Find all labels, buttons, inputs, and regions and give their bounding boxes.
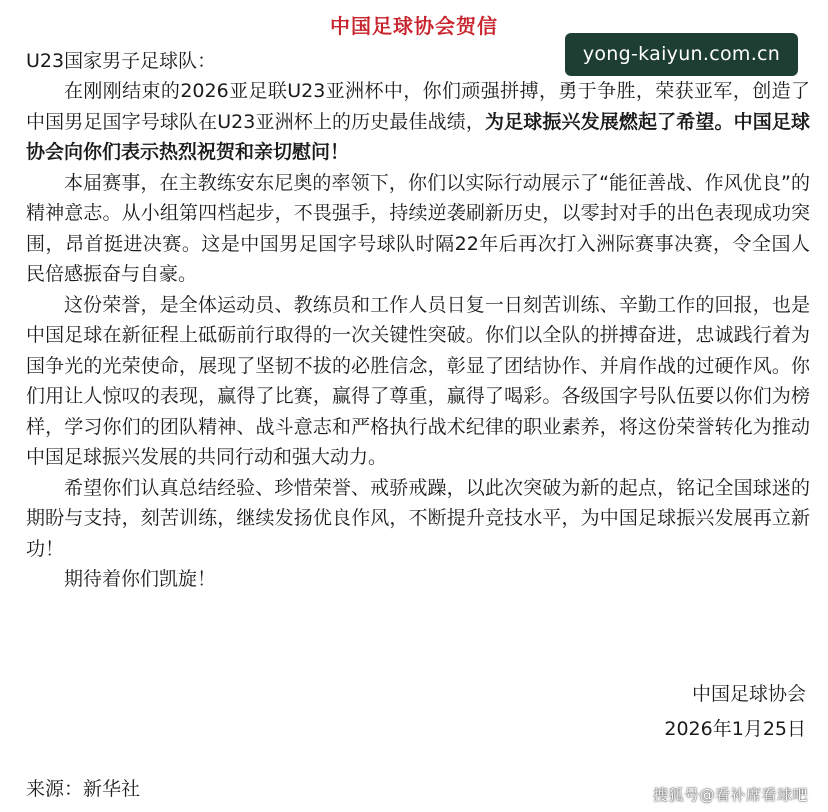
paragraph-3 xyxy=(26,290,810,473)
paragraph-1-text: 在刚刚结束的2026亚足联U23亚洲杯中，你们顽强拼搏，勇于争胜，荣获亚军，创造了中国男足国字号球队在U23亚洲杯上的历史最佳战绩， xyxy=(26,80,810,133)
watermark-url-badge: yong-kaiyun.com.cn xyxy=(565,33,798,76)
signature-organization: 中国足球协会 xyxy=(691,683,806,705)
paragraph-4-text: 希望你们认真总结经验、珍惜荣誉、戒骄戒躁，以此次突破为新的起点，铭记全国球迷的期盼与支持，刻苦训练，继续发扬优良作风，不断提升竞技水平，为中国足球振兴发展再立新功！ xyxy=(26,476,810,560)
letter-title: 中国足球协会贺信 xyxy=(330,14,498,38)
paragraph-1-bold: 为足球振兴发展燃起了希望。中国足球协会向你们表示热烈祝贺和亲切慰问！ xyxy=(26,110,810,163)
paragraph-2-text: 本届赛事，在主教练安东尼奥的率领下，你们以实际行动展示了“能征善战、作风优良”的精神意志。从小组第四档起步，不畏强手，持续逆袭刷新历史，以零封对手的出色表现成功突围，昂首挺进决赛。这是中国男足国字号球队时隔22年后再次打入洲际赛事决赛，令全国人民倍感振奋与自豪。 xyxy=(26,171,810,285)
paragraph-5-text: 期待着你们凯旋！ xyxy=(64,568,217,590)
letter-salutation: U23国家男子足球队： xyxy=(26,50,217,72)
source-credit: 来源：新华社 xyxy=(26,778,141,800)
signature-date: 2026年1月25日 xyxy=(664,718,806,740)
letter-body xyxy=(26,76,810,595)
paragraph-2 xyxy=(26,168,810,290)
watermark-sohu: 搜狐号@看补席看球吧 xyxy=(652,786,808,804)
paragraph-3-text: 这份荣誉，是全体运动员、教练员和工作人员日复一日刻苦训练、辛勤工作的回报，也是中国足球在新征程上砥砺前行取得的一次关键性突破。你们以全队的拼搏奋进，忠诚践行着为国争光的光荣使命，展现了坚韧不拔的必胜信念，彰显了团结协作、并肩作战的过硬作风。你们用让人惊叹的表现，赢得了比赛，赢得了尊重，赢得了喝彩。各级国字号队伍要以你们为榜样，学习你们的团队精神、战斗意志和严格执行战术纪律的职业素养，将这份荣誉转化为推动中国足球振兴发展的共同行动和强大动力。 xyxy=(26,293,810,468)
paragraph-4 xyxy=(26,473,810,565)
paragraph-1 xyxy=(26,76,810,168)
paragraph-5 xyxy=(26,564,810,595)
